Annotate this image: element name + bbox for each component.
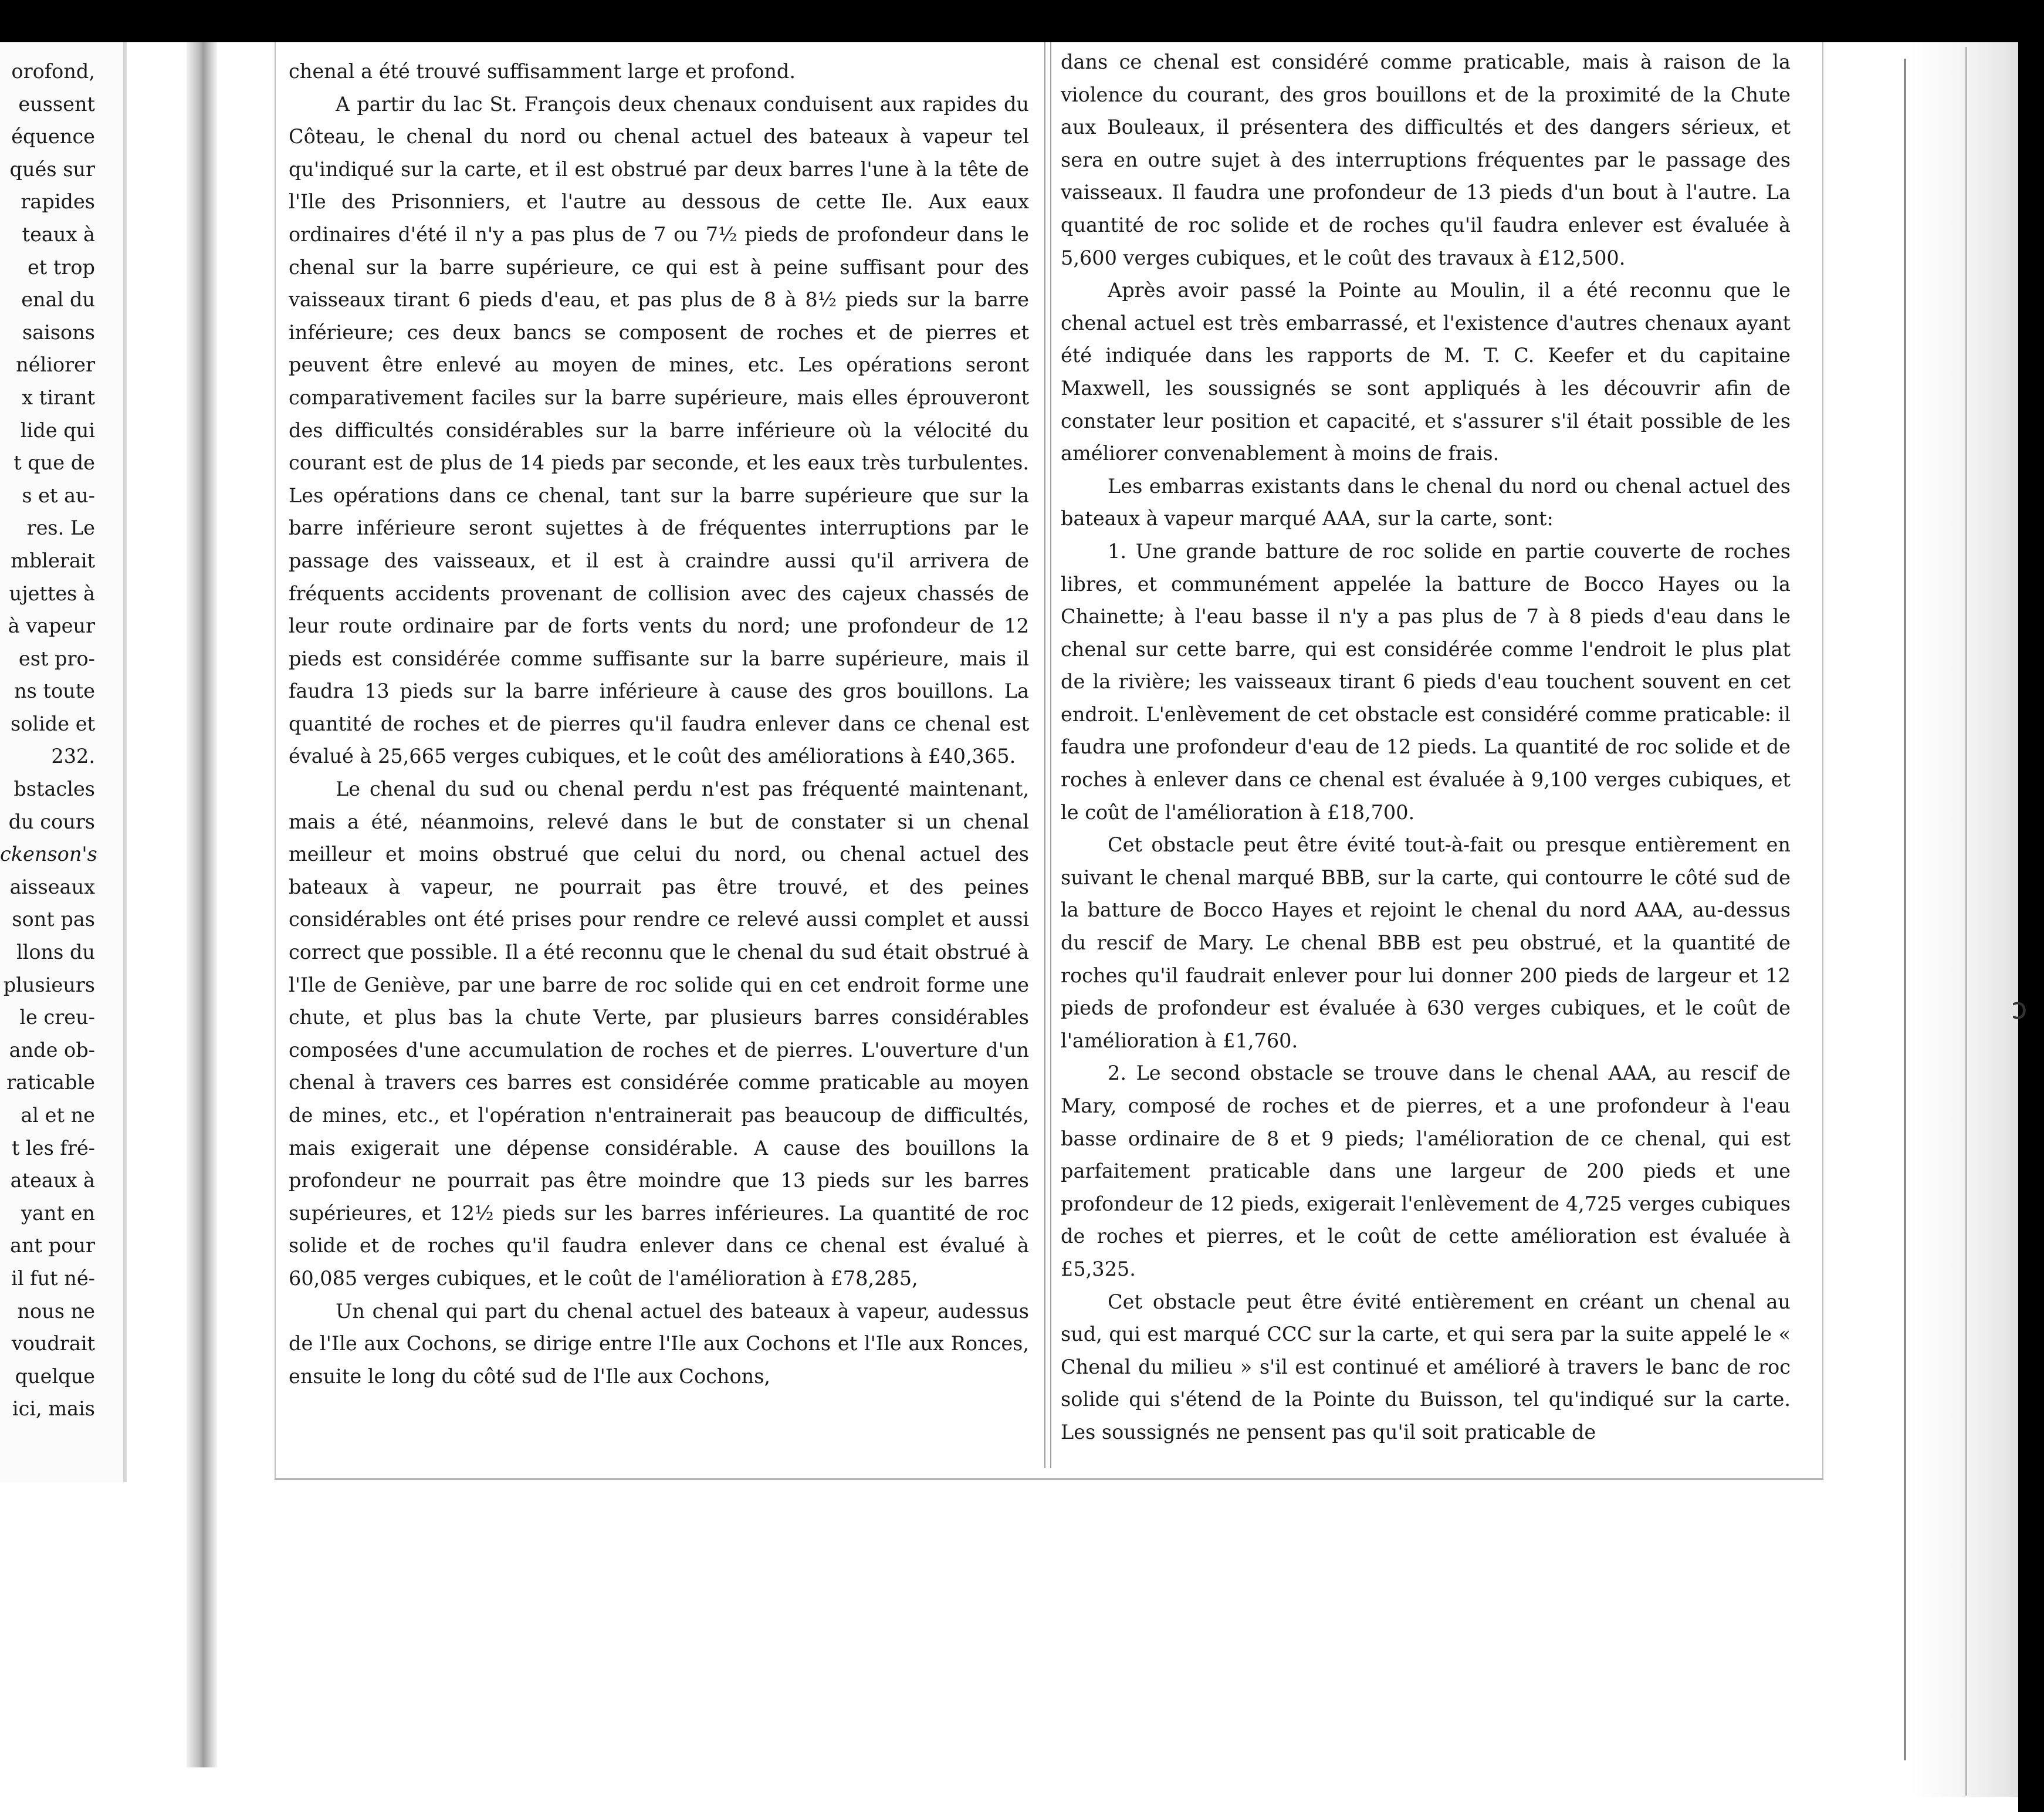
left-fragment-line: rapides: [21, 190, 95, 214]
left-fragment-line: nous ne: [17, 1299, 95, 1323]
left-fragment-line: 232.: [51, 745, 95, 768]
left-fragment-line: enal du: [21, 288, 95, 312]
left-fragment-line: raticable: [6, 1071, 95, 1094]
paragraph: Cet obstacle peut être évité tout-à-fait ou presque entièrement en suivant le chenal marqué BBB, sur la carte, qui contourre le côté sud de la batture de Bocco Hayes et rejoint le chenal du nord AAA, au-dessus du rescif de Mary. Le chenal BBB est peu obstrué, et la quantité de roches qu'il faudrait enlever pour lui donner 200 pieds de largeur et 12 pieds de profondeur est évaluée à 630 verges cubiques, et le coût de l'amélioration à £1,760.: [1061, 833, 1791, 1052]
left-fragment-line: res. Le: [26, 516, 95, 540]
left-fragment-line: ant pour: [10, 1234, 95, 1257]
left-fragment-line: est pro-: [18, 647, 95, 670]
left-page-edge: [123, 42, 127, 1482]
left-fragment-line: voudrait: [11, 1332, 95, 1355]
left-fragment-line: équence: [11, 125, 95, 148]
left-fragment-line: mblerait: [11, 549, 95, 572]
left-fragment-line: solide et: [11, 712, 95, 735]
left-fragment-line: t les fré-: [11, 1136, 95, 1159]
left-fragment-line: du cours: [8, 810, 95, 833]
left-fragment-line: t que de: [13, 451, 95, 475]
left-fragment-line: lide qui: [20, 418, 95, 442]
left-fragment-line: ckenson's: [0, 843, 97, 866]
left-fragment-line: qués sur: [9, 157, 95, 181]
scan-margin-mark: ↄ: [2011, 992, 2028, 1026]
left-fragment-line: à vapeur: [8, 614, 95, 638]
paragraph: Après avoir passé la Pointe au Moulin, il a été reconnu que le chenal actuel est très embarrassé, et l'existence d'autres chenaux ayant été indiquée dans les rapports de M. T. C. Keefer et du capitaine Maxwell, les soussignés se sont appliqués à les découvrir afin de constater leur position et capacité, et s'assurer s'il était possible de les améliorer convenablement à moins de frais.: [1061, 279, 1791, 465]
scan-border-right: [2018, 0, 2044, 1812]
left-fragment-line: sont pas: [12, 908, 95, 931]
paragraph: Le chenal du sud ou chenal perdu n'est pas fréquenté maintenant, mais a été, néanmoins, relevé dans le but de constater si un chenal meilleur et moins obstrué que celui du nord, ou chenal actuel des bateaux à vapeur, ne pourrait pas être trouvé, et des peines considérables ont été prises pour rendre ce relevé aussi complet et aussi correct que possible. Il a été reconnu que le chenal du sud était obstrué à l'Ile de Geniève, par une barre de roc solide qui en cet endroit forme une chute, et plus bas la chute Verte, par plusieurs barres considérables composées d'une accumulation de roches et de pierres. L'ouverture d'un chenal à travers ces barres est considérée comme praticable au moyen de mines, etc., et l'opération n'entrainerait pas beaucoup de difficultés, mais exigerait une dépense considérable. A cause des bouillons la profondeur ne pourrait pas être moindre que 13 pieds sur les barres supérieures, et 12½ pieds sur les barres inférieures. La quantité de roc solide et de roches qu'il faudra enlever dans ce chenal est évalué à 60,085 verges cubiques, et le coût de l'amélioration à £78,285,: [289, 777, 1029, 1290]
left-fragment-line: le creu-: [19, 1006, 95, 1029]
left-fragment-line: ns toute: [14, 680, 95, 703]
left-fragment-line: il fut né-: [11, 1266, 95, 1290]
paragraph: 1. Une grande batture de roc solide en partie couverte de roches libres, et communément appelée la batture de Bocco Hayes ou la Chainette; à l'eau basse il n'y a pas plus de 7 à 8 pieds d'eau dans le chenal sur cette barre, qui est considérée comme l'endroit le plus plat de la rivière; les vaisseaux tirant 6 pieds d'eau touchent souvent en cet endroit. L'enlèvement de cet obstacle est considéré comme praticable: il faudra une profondeur d'eau de 12 pieds. La quantité de roc solide et de roches à enlever dans ce chenal est évaluée à 9,100 verges cubiques, et le coût de l'amélioration à £18,700.: [1061, 539, 1791, 824]
left-fragment-line: ateaux à: [10, 1169, 95, 1192]
paragraph: chenal a été trouvé suffisamment large et profond.: [289, 60, 796, 83]
left-fragment-line: eussent: [18, 92, 95, 116]
left-fragment-line: al et ne: [21, 1104, 95, 1127]
left-fragment-line: saisons: [22, 320, 95, 344]
left-fragment-line: aisseaux: [9, 875, 95, 898]
left-fragment-line: et trop: [27, 255, 95, 279]
book-gutter-shadow: [187, 42, 217, 1767]
paragraph: A partir du lac St. François deux chenaux conduisent aux rapides du Côteau, le chenal du nord ou chenal actuel des bateaux à vapeur tel qu'indiqué sur la carte, et il est obstrué par deux barres l'une à la tête de l'Ile des Prisonniers, et l'autre au dessous de cette Ile. Aux eaux ordinaires d'été il n'y a pas plus de 7 ou 7½ pieds de profondeur dans le chenal sur la barre supérieure, ce qui est à peine suffisant pour des vaisseaux tirant 6 pieds d'eau, et pas plus de 8 à 8½ pieds sur la barre inférieure; ces deux bancs se composent de roches et de pierres et peuvent être enlevé au moyen de mines, etc. Les opérations seront comparativement faciles sur la barre supérieure, mais elles éprouveront des difficultés considérables sur la barre inférieure où la vélocité du courant est de plus de 14 pieds par seconde, et les eaux très turbulentes. Les opérations dans ce chenal, tant sur la barre supérieure que sur la barre inférieure seront sujettes à de fréquentes interruptions par le passage des vaisseaux, et il est à craindre aussi qu'il arrivera de fréquents accidents provenant de collision avec des cajeux chassés de leur route ordinaire par de forts vents du nord; une profondeur de 12 pieds est considérée comme suffisante sur la barre supérieure, mais il faudra 13 pieds sur la barre inférieure à cause des gros bouillons. La quantité de roches et de pierres qu'il faudra enlever dans ce chenal est évalué à 25,665 verges cubiques, et le coût des améliorations à £40,365.: [289, 92, 1029, 768]
page-edge-strip: [1910, 42, 2018, 1797]
left-fragment-line: néliorer: [16, 353, 95, 377]
left-fragment-line: ici, mais: [12, 1397, 95, 1421]
left-fragment-line: ujettes à: [9, 582, 95, 605]
left-fragment-line: yant en: [21, 1201, 95, 1225]
left-fragment-line: llons du: [16, 941, 95, 964]
left-fragment-line: bstacles: [13, 777, 95, 801]
page-edge-line-outer: [1965, 47, 1967, 1796]
left-fragment-line: quelque: [15, 1364, 95, 1388]
left-page-text-fragments: [0, 55, 95, 1425]
left-fragment-line: teaux à: [22, 222, 95, 246]
column-rule-right: [1050, 42, 1051, 1468]
paragraph: dans ce chenal est considéré comme praticable, mais à raison de la violence du courant, des gros bouillons et de la proximité de la Chute aux Bouleaux, il présentera des difficultés et des dangers sérieux, et sera en outre sujet à des interruptions fréquentes par le passage des vaisseaux. Il faudra une profondeur de 13 pieds d'un bout à l'autre. La quantité de roc solide et de roches qu'il faudra enlever est évaluée à 5,600 verges cubiques, et le coût des travaux à £12,500.: [1061, 50, 1791, 269]
left-fragment-line: plusieurs: [3, 973, 95, 996]
text-column-right: [1061, 46, 1791, 1449]
paragraph: Les embarras existants dans le chenal du nord ou chenal actuel des bateaux à vapeur marqué AAA, sur la carte, sont:: [1061, 474, 1791, 530]
paragraph: 2. Le second obstacle se trouve dans le chenal AAA, au rescif de Mary, composé de roches et de pierres, et a une profondeur à l'eau basse ordinaire de 8 et 9 pieds; l'amélioration de ce chenal, qui est parfaitement praticable dans une largeur de 200 pieds et une profondeur de 12 pieds, exigerait l'enlèvement de 4,725 verges cubiques de roches et pierres, et le coût de cette amélioration est évaluée à £5,325.: [1061, 1061, 1791, 1280]
scan-border-top: [0, 0, 2044, 42]
column-rule-left: [1044, 42, 1045, 1468]
page-edge-line: [1904, 59, 1906, 1760]
paragraph: Cet obstacle peut être évité entièrement en créant un chenal au sud, qui est marqué CCC sur la carte, et qui sera par la suite appelé le « Chenal du milieu » s'il est continué et amélioré à travers le banc de roc solide qui s'étend de la Pointe du Buisson, tel qu'indiqué sur la carte. Les soussignés ne pensent pas qu'il soit praticable de: [1061, 1290, 1791, 1443]
left-fragment-line: orofond,: [11, 60, 95, 83]
left-fragment-line: ande ob-: [9, 1038, 95, 1061]
left-fragment-line: x tirant: [22, 386, 95, 409]
left-fragment-line: s et au-: [22, 484, 95, 507]
text-column-left: [289, 55, 1029, 1392]
paragraph: Un chenal qui part du chenal actuel des bateaux à vapeur, audessus de l'Ile aux Cochons, se dirige entre l'Ile aux Cochons et l'Ile aux Ronces, ensuite le long du côté sud de l'Ile aux Cochons,: [289, 1299, 1029, 1388]
